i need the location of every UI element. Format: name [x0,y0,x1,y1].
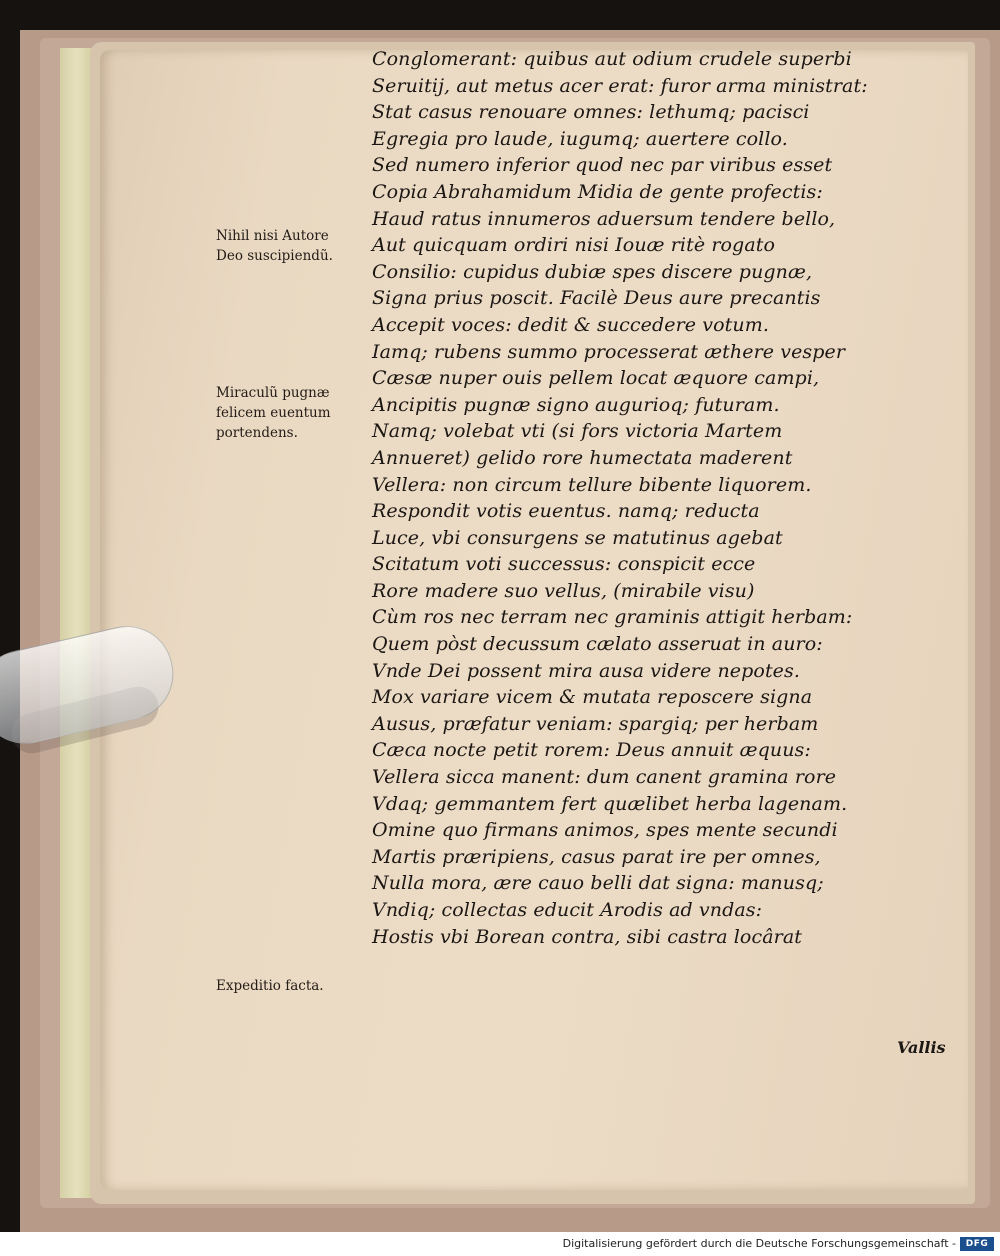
verse-line: Haud ratus innumeros aduersum tendere bello, [372,207,836,230]
verse-line: Accepit voces: dedit & succedere votum. [372,313,769,336]
marginal-note [216,976,324,996]
marginal-note-line: portendens. [216,425,298,441]
verse-line: Cæca nocte petit rorem: Deus annuit æquus: [372,739,811,762]
verse-line: Luce, vbi consurgens se matutinus agebat [372,526,783,549]
funding-notice: Digitalisierung gefördert durch die Deutsche Forschungsgemeinschaft - [562,1237,956,1250]
verse-line: Aut quicquam ordiri nisi Iouæ ritè rogato [372,234,776,257]
verse-line: Ausus, præfatur veniam: spargiq; per herbam [372,712,819,735]
dfg-logo-icon: DFG [960,1237,994,1251]
catchword: Vallis [897,1038,946,1057]
marginal-note-line: Expeditio facta. [216,978,324,994]
verse-line: Copia Abrahamidum Midia de gente profectis: [372,180,823,203]
verse-line: Rore madere suo vellus, (mirabile visu) [372,579,755,602]
verse-line: Cæsæ nuper ouis pellem locat æquore campi, [372,367,820,390]
verse-line: Vellera sicca manent: dum canent gramina rore [372,766,837,789]
verse-line: Hostis vbi Borean contra, sibi castra locârat [372,925,802,948]
verse-line: Vellera: non circum tellure bibente liquorem. [372,473,812,496]
verse-line: Quem pòst decussum cælato asseruat in auro: [372,633,823,656]
marginal-note-line: Miraculũ pugnæ [216,385,330,401]
verse-line: Nulla mora, ære cauo belli dat signa: manusq; [372,872,824,895]
marginal-note-line: felicem euentum [216,405,331,421]
verse-line: Vdaq; gemmantem fert quælibet herba lagenam. [372,792,848,815]
marginal-note-line: Nihil nisi Autore [216,228,329,244]
verse-line: Martis præripiens, casus parat ire per omnes, [372,845,821,868]
verse-line: Egregia pro laude, iugumq; auertere collo. [372,127,788,150]
verse-line: Seruitij, aut metus acer erat: furor arma ministrat: [372,74,868,97]
verse-line: Cùm ros nec terram nec graminis attigit herbam: [372,606,853,629]
verse-line: Mox variare vicem & mutata reposcere signa [372,686,813,709]
verse-line: Annueret) gelido rore humectata maderent [372,446,793,469]
verse-line: Respondit votis euentus. namq; reducta [372,500,760,523]
verse-line: Iamq; rubens summo processerat æthere vesper [372,340,846,363]
verse-line: Stat casus renouare omnes: lethumq; pacisci [372,101,810,124]
page-edge-strip [60,48,94,1198]
footer-bar [0,1232,1000,1256]
verse-line: Signa prius poscit. Facilè Deus aure precantis [372,287,821,310]
marginal-note-line: Deo suscipiendũ. [216,248,333,264]
verse-line: Sed numero inferior quod nec par viribus esset [372,154,833,177]
verse-line: Conglomerant: quibus aut odium crudele superbi [372,48,852,70]
marginal-note [216,226,333,266]
verse-line: Namq; volebat vti (si fors victoria Martem [372,420,783,443]
verse-line: Scitatum voti successus: conspicit ecce [372,553,756,576]
verse-line: Omine quo firmans animos, spes mente secundi [372,819,838,842]
verse-line: Ancipitis pugnæ signo augurioq; futuram. [372,393,780,416]
verse-text [372,46,932,950]
verse-line: Vnde Dei possent mira ausa videre nepotes. [372,659,801,682]
verse-line: Vndiq; collectas educit Arodis ad vndas: [372,899,763,921]
marginal-note [216,383,331,443]
verse-line: Consilio: cupidus dubiæ spes discere pugnæ, [372,260,813,283]
